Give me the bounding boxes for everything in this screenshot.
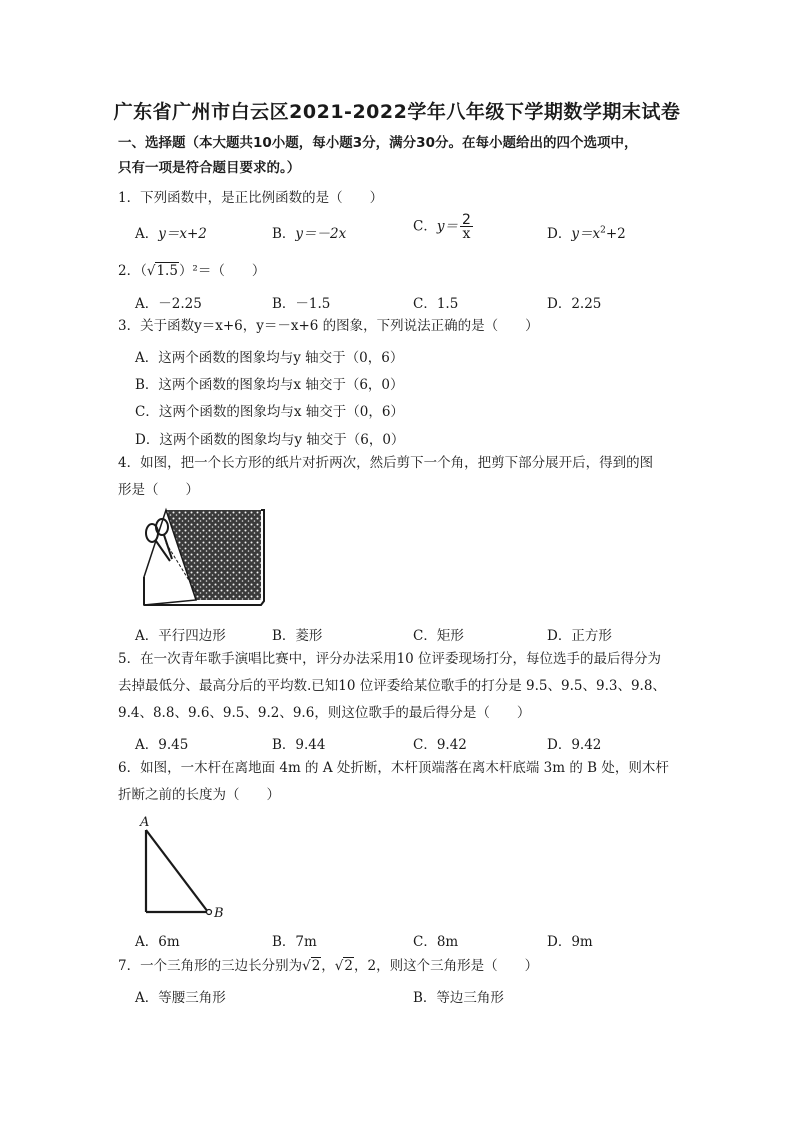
question-4-stem bbox=[118, 450, 678, 504]
question-7-option-b: B．等边三角形 bbox=[413, 990, 504, 1006]
question-3-option-b: B．这两个函数的图象均与x 轴交于（6，0） bbox=[135, 377, 404, 393]
question-1-stem: 1．下列函数中，是正比例函数的是（ ） bbox=[118, 190, 384, 206]
folded-paper-figure bbox=[136, 505, 266, 610]
question-2-option-c: C．1.5 bbox=[413, 296, 459, 312]
question-3-option-d: D．这两个函数的图象均与y 轴交于（6，0） bbox=[135, 432, 405, 448]
question-6-option-c: C．8m bbox=[413, 934, 459, 950]
question-6-line-2: 折断之前的长度为（ ） bbox=[118, 787, 280, 803]
point-b-marker bbox=[207, 910, 212, 915]
question-2-stem: 2．（√1.5）²＝（ ） bbox=[118, 258, 678, 285]
question-6-option-d: D．9m bbox=[547, 934, 593, 950]
question-5-line-1: 5．在一次青年歌手演唱比赛中，评分办法采用10 位评委现场打分，每位选手的最后得分为 bbox=[118, 651, 662, 667]
sqrt-expression: √2 bbox=[302, 958, 321, 974]
question-5-option-a: A．9.45 bbox=[135, 737, 189, 753]
question-4-line-2: 形是（ ） bbox=[118, 482, 199, 498]
question-5-option-d: D．9.42 bbox=[547, 737, 602, 753]
question-5-stem bbox=[118, 646, 678, 727]
question-5-line-2: 去掉最低分、最高分后的平均数.已知10 位评委给某位歌手的打分是 9.5、9.5、9.3、9.8、 bbox=[118, 678, 666, 694]
question-3-option-c: C．这两个函数的图象均与x 轴交于（0，6） bbox=[135, 404, 404, 420]
question-7-option-a: A．等腰三角形 bbox=[135, 990, 226, 1006]
question-6-stem bbox=[118, 755, 678, 809]
broken-pole-hypotenuse bbox=[146, 830, 208, 912]
point-a-label: A bbox=[140, 815, 150, 830]
question-3-option-a: A．这两个函数的图象均与y 轴交于（0，6） bbox=[135, 350, 404, 366]
broken-pole-figure bbox=[134, 812, 234, 922]
question-1-option-b: B．y＝－2x bbox=[272, 226, 347, 242]
question-6-option-a: A．6m bbox=[135, 934, 180, 950]
question-1-option-a: A．y＝x+2 bbox=[135, 226, 207, 242]
question-7-stem: 7．一个三角形的三边长分别为√2，√2，2，则这个三角形是（ ） bbox=[118, 953, 678, 980]
question-4-option-a: A．平行四边形 bbox=[135, 628, 226, 644]
question-5-option-b: B．9.44 bbox=[272, 737, 326, 753]
sqrt-expression: √1.5 bbox=[146, 263, 178, 279]
question-6-option-b: B．7m bbox=[272, 934, 317, 950]
page-title: 广东省广州市白云区2021-2022学年八年级下学期数学期末试卷 bbox=[113, 101, 681, 123]
fraction: $\frac{2}{x}$ bbox=[461, 212, 471, 242]
question-6-line-1: 6．如图，一木杆在离地面 4m 的 A 处折断，木杆顶端落在离木杆底端 3m 的 B 处，则木杆 bbox=[118, 760, 669, 776]
question-1-option-c: C．y＝ $\frac{2}{x}$ bbox=[413, 212, 471, 242]
question-2-option-d: D．2.25 bbox=[547, 296, 602, 312]
question-3-stem: 3．关于函数y＝x+6，y＝－x+6 的图象，下列说法正确的是（ ） bbox=[118, 318, 539, 334]
question-4-option-d: D．正方形 bbox=[547, 628, 612, 644]
section-line-1: 一、选择题（本大题共10小题，每小题3分，满分30分。在每小题给出的四个选项中， bbox=[118, 135, 638, 151]
question-4-option-c: C．矩形 bbox=[413, 628, 464, 644]
question-1-option-d: D．$y=x^2+2$ bbox=[547, 225, 626, 242]
section-header bbox=[118, 131, 678, 181]
question-4-line-1: 4．如图，把一个长方形的纸片对折两次，然后剪下一个角，把剪下部分展开后，得到的图 bbox=[118, 455, 654, 471]
question-2-option-a: A．－2.25 bbox=[135, 296, 202, 312]
question-2-option-b: B．－1.5 bbox=[272, 296, 331, 312]
question-5-option-c: C．9.42 bbox=[413, 737, 467, 753]
question-5-line-3: 9.4、8.8、9.6、9.5、9.2、9.6，则这位歌手的最后得分是（ ） bbox=[118, 705, 531, 721]
section-line-2: 只有一项是符合题目要求的。） bbox=[118, 160, 301, 176]
sqrt-expression: √2 bbox=[334, 958, 353, 974]
question-4-option-b: B．菱形 bbox=[272, 628, 323, 644]
point-b-label: B bbox=[214, 906, 224, 921]
